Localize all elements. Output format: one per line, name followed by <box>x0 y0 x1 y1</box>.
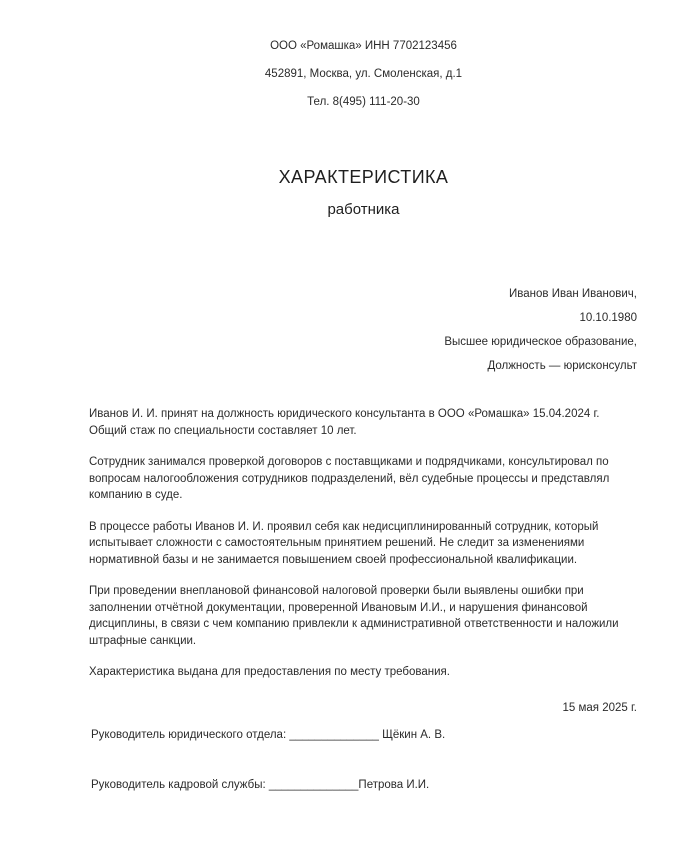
addressee-birthdate: 10.10.1980 <box>579 312 637 324</box>
body-paragraph-5: Характеристика выдана для предоставления по месту требования. <box>89 666 450 678</box>
body-paragraph-4: При проведении внеплановой финансовой налоговой проверки были выявлены ошибки при заполнении отчётной документации, проверенной Ивановым И.И., и нарушения финансовой дисциплины, в связи с чем компанию привлекли к административной ответственности и наложили штрафные санкции. <box>89 585 619 647</box>
body-paragraph-3: В процессе работы Иванов И. И. проявил себя как недисциплинированный сотрудник, который испытывает сложности с самостоятельным принятием решений. Не следит за изменениями нормативной базы и не занимается повышением своей профессиональной квалификации. <box>89 520 599 566</box>
addressee-education: Высшее юридическое образование, <box>444 336 637 348</box>
letterhead <box>0 32 679 116</box>
signature-blank-hr-head: ______________ <box>268 779 359 791</box>
body-paragraph-2: Сотрудник занимался проверкой договоров с поставщиками и подрядчиками, консультировал по вопросам налогообложения сотрудников подразделений, вёл судебные процессы и представлял компанию в суде. <box>89 456 610 501</box>
signature-label-hr-head: Руководитель кадровой службы: <box>91 779 269 791</box>
signature-blank-legal-head: ______________ <box>289 729 379 741</box>
signature-name-hr-head: Петрова И.И. <box>358 779 430 791</box>
signature-label-legal-head: Руководитель юридического отдела: <box>91 729 290 741</box>
addressee-fullname: Иванов Иван Иванович, <box>509 288 637 300</box>
letterhead-address: 452891, Москва, ул. Смоленская, д.1 <box>264 68 463 80</box>
letterhead-company: ООО «Ромашка» ИНН 7702123456 <box>270 40 457 52</box>
addressee-position: Должность — юрисконсульт <box>487 360 637 372</box>
body-paragraph-1: Иванов И. И. принят на должность юридического консультанта в ООО «Ромашка» 15.04.2024 г. Общий стаж по специальности составляет 10 лет. <box>89 408 600 437</box>
document-title: ХАРАКТЕРИСТИКА <box>278 167 449 187</box>
title-block <box>0 166 679 221</box>
letterhead-phone: Тел. 8(495) 111-20-30 <box>307 96 420 108</box>
signature-name-legal-head: Щёкин А. В. <box>378 729 446 741</box>
signature-row-legal-head <box>91 727 639 743</box>
signature-row-hr-head <box>91 777 639 793</box>
signature-block <box>91 727 639 793</box>
document-subtitle: работника <box>327 201 400 218</box>
document-date: 15 мая 2025 г. <box>562 702 637 714</box>
document-body <box>89 406 638 681</box>
addressee-block <box>89 282 637 378</box>
